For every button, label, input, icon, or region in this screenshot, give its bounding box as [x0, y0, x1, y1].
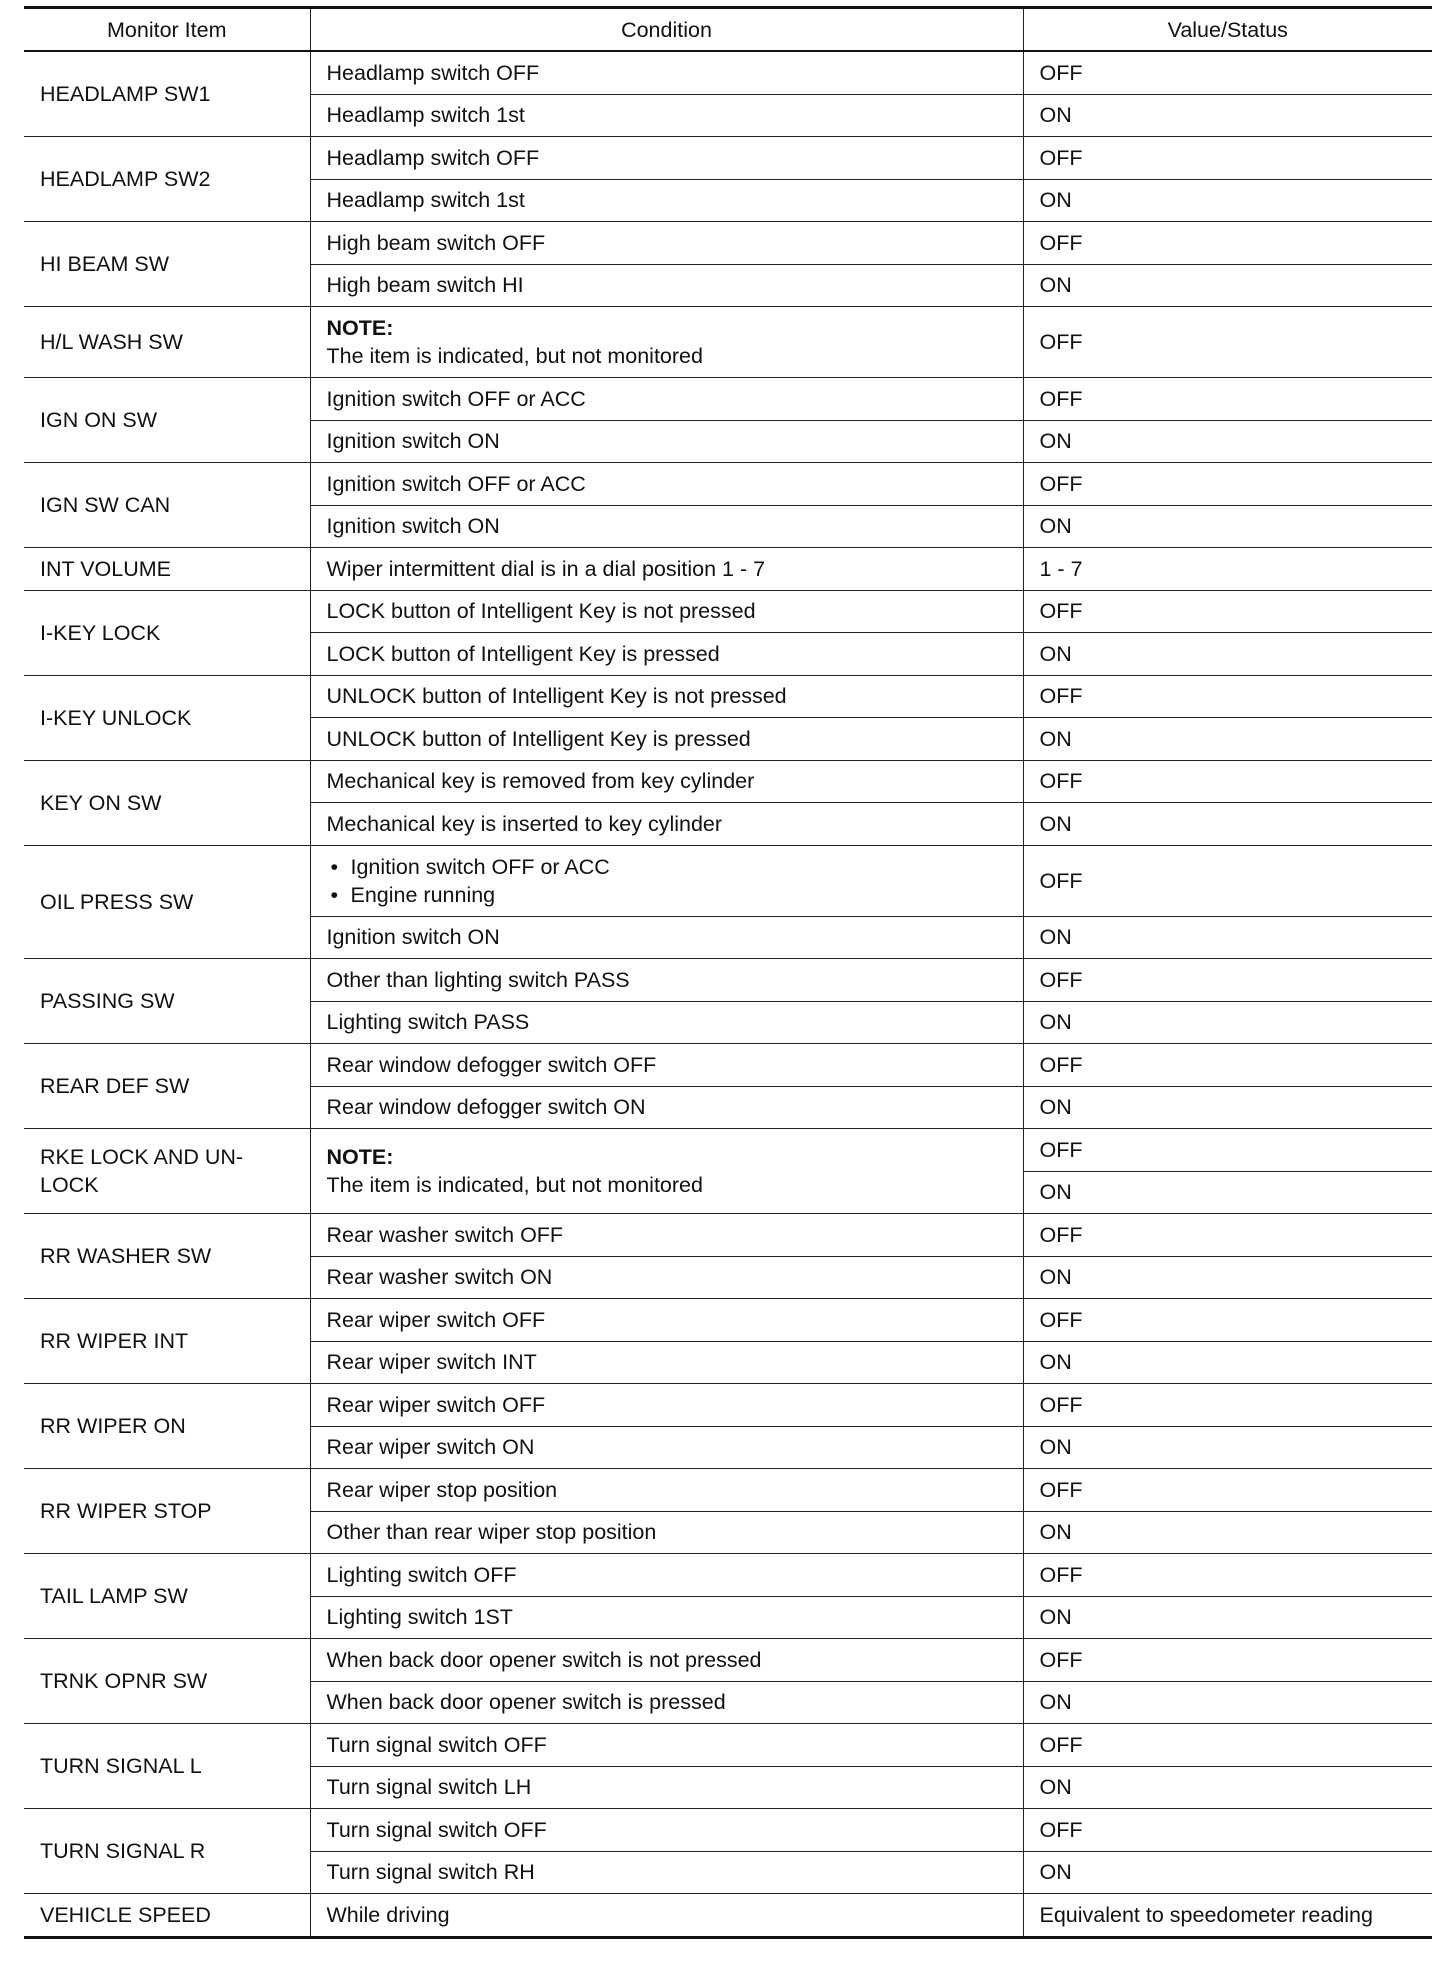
condition-cell: Rear wiper switch OFF	[310, 1299, 1023, 1342]
condition-cell: While driving	[310, 1894, 1023, 1938]
monitor-item-cell: INT VOLUME	[24, 548, 310, 591]
condition-cell: LOCK button of Intelligent Key is not pressed	[310, 590, 1023, 633]
value-status-cell: ON	[1023, 1851, 1432, 1894]
value-status-cell: OFF	[1023, 1214, 1432, 1257]
condition-bullet-item: • Ignition switch OFF or ACC	[327, 853, 1007, 881]
value-status-cell: ON	[1023, 1511, 1432, 1554]
monitor-table-page	[24, 6, 1432, 1939]
table-row	[24, 1809, 1432, 1852]
monitor-item-cell: HI BEAM SW	[24, 222, 310, 307]
value-status-cell: OFF	[1023, 1469, 1432, 1512]
value-status-cell: OFF	[1023, 1129, 1432, 1172]
condition-cell: UNLOCK button of Intelligent Key is pressed	[310, 718, 1023, 761]
condition-cell: Ignition switch OFF or ACC	[310, 378, 1023, 421]
monitor-item-cell: I-KEY UNLOCK	[24, 675, 310, 760]
table-row	[24, 675, 1432, 718]
condition-cell: Headlamp switch OFF	[310, 51, 1023, 94]
condition-cell: Ignition switch ON	[310, 420, 1023, 463]
value-status-cell: OFF	[1023, 137, 1432, 180]
header-condition: Condition	[310, 8, 1023, 52]
table-body	[24, 51, 1432, 1937]
monitor-item-cell: KEY ON SW	[24, 760, 310, 845]
note-text: The item is indicated, but not monitored	[326, 344, 703, 368]
value-status-cell: ON	[1023, 420, 1432, 463]
note-heading: NOTE:	[326, 1145, 394, 1169]
condition-cell: Mechanical key is inserted to key cylinder	[310, 803, 1023, 846]
condition-cell: UNLOCK button of Intelligent Key is not pressed	[310, 675, 1023, 718]
value-status-cell: OFF	[1023, 307, 1432, 378]
condition-cell: Turn signal switch LH	[310, 1766, 1023, 1809]
value-status-cell: 1 - 7	[1023, 548, 1432, 591]
condition-cell: Rear wiper stop position	[310, 1469, 1023, 1512]
value-status-cell: OFF	[1023, 1809, 1432, 1852]
value-status-cell: OFF	[1023, 590, 1432, 633]
table-header-row	[24, 8, 1432, 52]
condition-cell: Rear window defogger switch ON	[310, 1086, 1023, 1129]
monitor-item-cell: TAIL LAMP SW	[24, 1554, 310, 1639]
value-status-cell: OFF	[1023, 845, 1432, 916]
value-status-cell: OFF	[1023, 463, 1432, 506]
table-row	[24, 1724, 1432, 1767]
monitor-item-cell: RR WIPER INT	[24, 1299, 310, 1384]
condition-cell	[310, 1129, 1023, 1214]
condition-cell: Turn signal switch OFF	[310, 1724, 1023, 1767]
condition-cell: Headlamp switch OFF	[310, 137, 1023, 180]
table-row	[24, 1214, 1432, 1257]
value-status-cell: ON	[1023, 264, 1432, 307]
condition-cell: Rear wiper switch OFF	[310, 1384, 1023, 1427]
monitor-item-cell: IGN SW CAN	[24, 463, 310, 548]
value-status-cell: OFF	[1023, 51, 1432, 94]
monitor-item-table	[24, 6, 1432, 1939]
value-status-cell: ON	[1023, 1766, 1432, 1809]
condition-cell	[310, 845, 1023, 916]
value-status-cell: OFF	[1023, 1639, 1432, 1682]
condition-cell: Rear washer switch OFF	[310, 1214, 1023, 1257]
table-row	[24, 548, 1432, 591]
condition-cell: Ignition switch ON	[310, 916, 1023, 959]
monitor-item-line: LOCK	[40, 1173, 99, 1197]
value-status-cell: ON	[1023, 633, 1432, 676]
condition-cell: Other than rear wiper stop position	[310, 1511, 1023, 1554]
table-row	[24, 590, 1432, 633]
condition-cell: Turn signal switch RH	[310, 1851, 1023, 1894]
table-row	[24, 1129, 1432, 1172]
condition-bullet-list	[327, 853, 1007, 909]
table-row	[24, 1469, 1432, 1512]
monitor-item-cell: H/L WASH SW	[24, 307, 310, 378]
table-row	[24, 222, 1432, 265]
monitor-item-line: RKE LOCK AND UN-	[40, 1145, 244, 1169]
condition-cell: Ignition switch OFF or ACC	[310, 463, 1023, 506]
value-status-cell: ON	[1023, 505, 1432, 548]
table-row	[24, 760, 1432, 803]
monitor-item-cell: RR WIPER ON	[24, 1384, 310, 1469]
value-status-cell: OFF	[1023, 1044, 1432, 1087]
table-row	[24, 307, 1432, 378]
value-status-cell: ON	[1023, 1426, 1432, 1469]
table-row	[24, 378, 1432, 421]
header-value-status: Value/Status	[1023, 8, 1432, 52]
value-status-cell: OFF	[1023, 1299, 1432, 1342]
condition-cell: Rear wiper switch INT	[310, 1341, 1023, 1384]
value-status-cell: OFF	[1023, 959, 1432, 1002]
condition-cell: Rear wiper switch ON	[310, 1426, 1023, 1469]
value-status-cell: ON	[1023, 1681, 1432, 1724]
monitor-item-cell: PASSING SW	[24, 959, 310, 1044]
monitor-item-cell	[24, 1129, 310, 1214]
condition-cell: Mechanical key is removed from key cylinder	[310, 760, 1023, 803]
condition-cell: Turn signal switch OFF	[310, 1809, 1023, 1852]
monitor-item-cell: TURN SIGNAL R	[24, 1809, 310, 1894]
condition-cell: Wiper intermittent dial is in a dial position 1 - 7	[310, 548, 1023, 591]
monitor-item-cell: I-KEY LOCK	[24, 590, 310, 675]
condition-cell: Lighting switch 1ST	[310, 1596, 1023, 1639]
value-status-cell: OFF	[1023, 675, 1432, 718]
condition-cell: LOCK button of Intelligent Key is pressed	[310, 633, 1023, 676]
condition-cell: High beam switch HI	[310, 264, 1023, 307]
condition-cell: When back door opener switch is not pressed	[310, 1639, 1023, 1682]
value-status-cell: OFF	[1023, 1384, 1432, 1427]
value-status-cell: ON	[1023, 1596, 1432, 1639]
table-row	[24, 1894, 1432, 1938]
table-row	[24, 845, 1432, 916]
monitor-item-cell: VEHICLE SPEED	[24, 1894, 310, 1938]
condition-cell: Lighting switch OFF	[310, 1554, 1023, 1597]
condition-cell: Ignition switch ON	[310, 505, 1023, 548]
monitor-item-cell: TRNK OPNR SW	[24, 1639, 310, 1724]
value-status-cell: ON	[1023, 1256, 1432, 1299]
condition-cell: Rear window defogger switch OFF	[310, 1044, 1023, 1087]
monitor-item-cell: IGN ON SW	[24, 378, 310, 463]
value-status-cell: ON	[1023, 94, 1432, 137]
table-row	[24, 1554, 1432, 1597]
value-status-cell: ON	[1023, 1171, 1432, 1214]
condition-bullet-item: • Engine running	[327, 881, 1007, 909]
value-status-cell: ON	[1023, 803, 1432, 846]
table-row	[24, 463, 1432, 506]
monitor-item-cell: REAR DEF SW	[24, 1044, 310, 1129]
table-row	[24, 1299, 1432, 1342]
monitor-item-cell: HEADLAMP SW2	[24, 137, 310, 222]
value-status-cell: OFF	[1023, 760, 1432, 803]
value-status-cell: OFF	[1023, 222, 1432, 265]
value-status-cell: ON	[1023, 1001, 1432, 1044]
value-status-cell: ON	[1023, 718, 1432, 761]
condition-cell: Headlamp switch 1st	[310, 94, 1023, 137]
table-row	[24, 959, 1432, 1002]
value-status-cell: Equivalent to speedometer reading	[1023, 1894, 1432, 1938]
value-status-cell: OFF	[1023, 1724, 1432, 1767]
table-row	[24, 1044, 1432, 1087]
value-status-cell: ON	[1023, 179, 1432, 222]
monitor-item-cell: HEADLAMP SW1	[24, 51, 310, 137]
note-text: The item is indicated, but not monitored	[326, 1173, 703, 1197]
value-status-cell: OFF	[1023, 1554, 1432, 1597]
monitor-item-cell: RR WASHER SW	[24, 1214, 310, 1299]
value-status-cell: ON	[1023, 1341, 1432, 1384]
monitor-item-cell: OIL PRESS SW	[24, 845, 310, 959]
note-heading: NOTE:	[326, 316, 394, 340]
table-row	[24, 137, 1432, 180]
condition-cell: Other than lighting switch PASS	[310, 959, 1023, 1002]
condition-cell: Headlamp switch 1st	[310, 179, 1023, 222]
condition-cell: High beam switch OFF	[310, 222, 1023, 265]
condition-cell	[310, 307, 1023, 378]
table-row	[24, 51, 1432, 94]
value-status-cell: OFF	[1023, 378, 1432, 421]
condition-cell: When back door opener switch is pressed	[310, 1681, 1023, 1724]
monitor-item-cell: TURN SIGNAL L	[24, 1724, 310, 1809]
header-monitor-item: Monitor Item	[24, 8, 310, 52]
table-row	[24, 1639, 1432, 1682]
condition-cell: Lighting switch PASS	[310, 1001, 1023, 1044]
value-status-cell: ON	[1023, 916, 1432, 959]
monitor-item-cell: RR WIPER STOP	[24, 1469, 310, 1554]
condition-cell: Rear washer switch ON	[310, 1256, 1023, 1299]
value-status-cell: ON	[1023, 1086, 1432, 1129]
table-row	[24, 1384, 1432, 1427]
